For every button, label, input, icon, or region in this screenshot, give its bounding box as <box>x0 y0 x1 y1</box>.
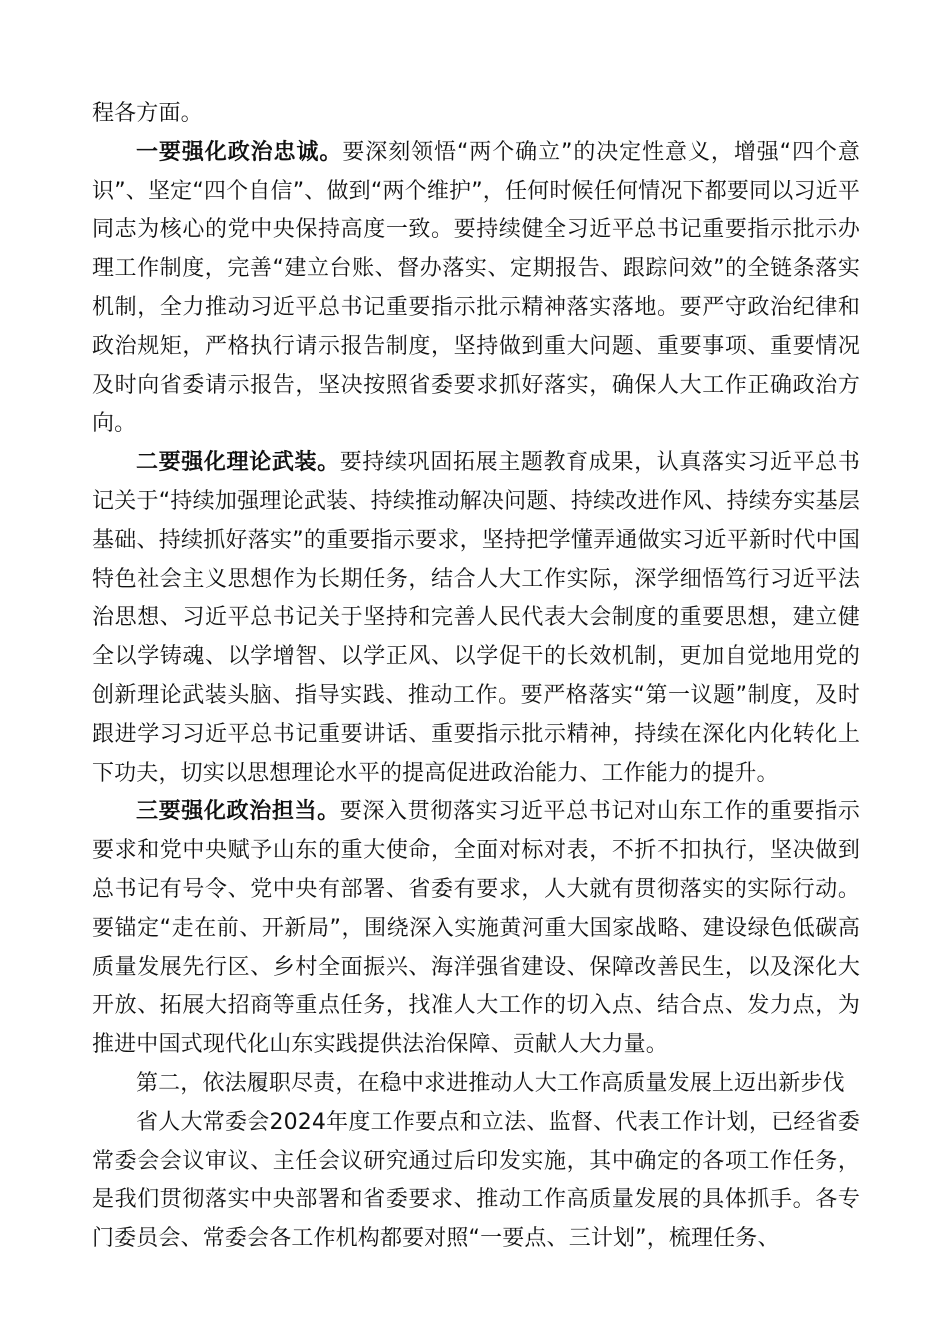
paragraph-text: 第二，依法履职尽责，在稳中求进推动人大工作高质量发展上迈出新步伐 <box>136 1070 845 1096</box>
paragraph-text: 程各方面。 <box>92 101 203 126</box>
paragraph-work-plan <box>92 1104 860 1259</box>
paragraph-lead: 一要强化政治忠诚。 <box>136 139 343 165</box>
paragraph-text: 要深刻领悟“两个确立”的决定性意义，增强“四个意识”、坚定“四个自信”、做到“两个维护”，任何时候任何情况下都要同以习近平同志为核心的党中央保持高度一致。要持续健全习近平总书记重要指示批示办理工作制度，完善“建立台账、督办落实、定期报告、跟踪问效”的全链条落实机制，全力推动习近平总书记重要指示批示精神落实落地。要严守政治纪律和政治规矩，严格执行请示报告制度，坚持做到重大问题、重要事项、重要情况及时向省委请示报告，坚决按照省委要求抓好落实，确保人大工作正确政治方向。 <box>92 139 860 437</box>
document-page <box>92 95 860 1259</box>
paragraph-lead: 三要强化政治担当。 <box>136 799 340 825</box>
paragraph-text: 要深入贯彻落实习近平总书记对山东工作的重要指示要求和党中央赋予山东的重大使命，全面对标对表，不折不扣执行，坚决做到总书记有号令、党中央有部署、省委有要求，人大就有贯彻落实的实际行动。要锚定“走在前、开新局”，围绕深入实施黄河重大国家战略、建设绿色低碳高质量发展先行区、乡村全面振兴、海洋强省建设、保障改善民生，以及深化大开放、拓展大招商等重点任务，找准人大工作的切入点、结合点、发力点，为推进中国式现代化山东实践提供法治保障、贡献人大力量。 <box>92 799 860 1058</box>
paragraph-continuation <box>92 95 860 134</box>
paragraph-lead: 二要强化理论武装。 <box>136 450 340 476</box>
paragraph-text: 要持续巩固拓展主题教育成果，认真落实习近平总书记关于“持续加强理论武装、持续推动解决问题、持续改进作风、持续夯实基层基础、持续抓好落实”的重要指示要求，坚持把学懂弄通做实习近平新时代中国特色社会主义思想作为长期任务，结合人大工作实际，深学细悟笃行习近平法治思想、习近平总书记关于坚持和完善人民代表大会制度的重要思想，建立健全以学铸魂、以学增智、以学正风、以学促干的长效机制，更加自觉地用党的创新理论武装头脑、指导实践、推动工作。要严格落实“第一议题”制度，及时跟进学习习近平总书记重要讲话、重要指示批示精神，持续在深化内化转化上下功夫，切实以思想理论水平的提高促进政治能力、工作能力的提升。 <box>92 450 860 786</box>
paragraph-text: 省人大常委会2024年度工作要点和立法、监督、代表工作计划，已经省委常委会会议审议、主任会议研究通过后印发实施，其中确定的各项工作任务，是我们贯彻落实中央部署和省委要求、推动工作高质量发展的具体抓手。各专门委员会、常委会各工作机构都要对照“一要点、三计划”，梳理任务、 <box>92 1109 860 1252</box>
paragraph-theoretical-armament <box>92 444 860 793</box>
paragraph-political-responsibility <box>92 793 860 1065</box>
paragraph-political-loyalty <box>92 134 860 444</box>
section-heading-second <box>92 1065 860 1104</box>
